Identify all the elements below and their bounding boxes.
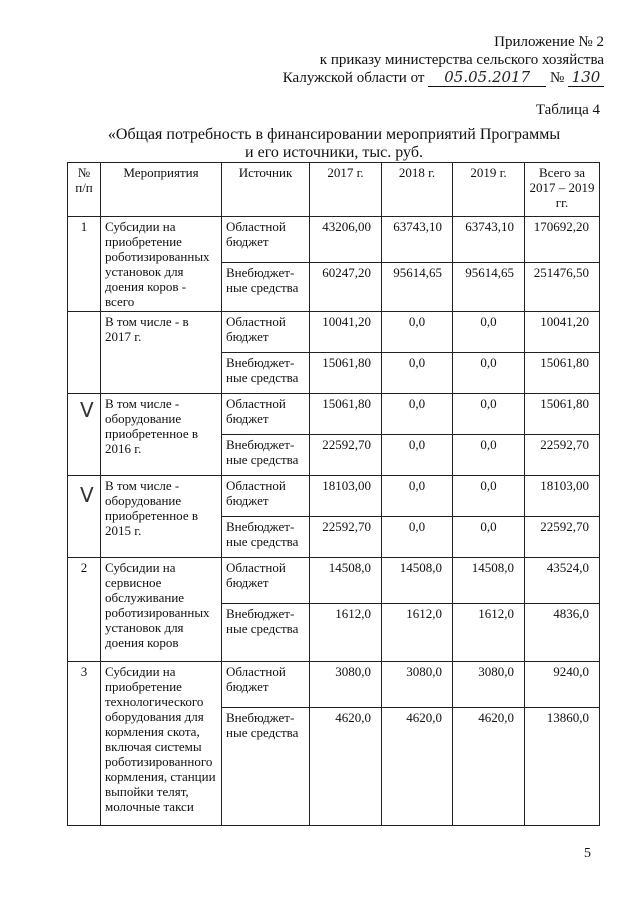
table-row bbox=[68, 312, 600, 353]
value-2019: 0,0 bbox=[453, 353, 525, 394]
table-title-line2: и его источники, тыс. руб. bbox=[245, 144, 423, 161]
table-row bbox=[68, 558, 600, 604]
table-row bbox=[68, 662, 600, 708]
value-2017: 10041,20 bbox=[310, 312, 382, 353]
value-2018: 14508,0 bbox=[382, 558, 453, 604]
value-2019: 63743,10 bbox=[453, 217, 525, 263]
value-2018: 0,0 bbox=[382, 353, 453, 394]
activity-cell: В том числе - оборудование приобретенное в 2016 г. bbox=[101, 394, 222, 476]
activity-cell: Субсидии на приобретение технологического оборудования для кормления скота, включая системы роботизированного кормления, станции выпойки телят, молочные такси bbox=[101, 662, 222, 826]
page-number: 5 bbox=[584, 846, 591, 861]
value-2018: 95614,65 bbox=[382, 262, 453, 311]
col-header-2017: 2017 г. bbox=[310, 163, 382, 217]
value-2017: 1612,0 bbox=[310, 604, 382, 662]
value-2018: 0,0 bbox=[382, 517, 453, 558]
appendix-title: Приложение № 2 bbox=[494, 34, 604, 50]
value-2017: 15061,80 bbox=[310, 353, 382, 394]
source-cell: Областной бюджет bbox=[222, 662, 310, 708]
col-header-2019: 2019 г. bbox=[453, 163, 525, 217]
col-header-activity: Мероприятия bbox=[101, 163, 222, 217]
activity-cell: Субсидии на приобретение роботизированных установок для доения коров - всего bbox=[101, 217, 222, 312]
value-2019: 0,0 bbox=[453, 517, 525, 558]
value-total: 10041,20 bbox=[525, 312, 600, 353]
financing-table bbox=[67, 162, 600, 826]
activity-cell: В том числе - оборудование приобретенное в 2015 г. bbox=[101, 476, 222, 558]
row-number bbox=[68, 312, 101, 394]
source-cell: Внебюджет-ные средства bbox=[222, 353, 310, 394]
value-2018: 63743,10 bbox=[382, 217, 453, 263]
value-2019: 3080,0 bbox=[453, 662, 525, 708]
value-2017: 4620,0 bbox=[310, 708, 382, 826]
order-date-line bbox=[283, 69, 604, 87]
table-header-row bbox=[68, 163, 600, 217]
source-cell: Областной бюджет bbox=[222, 558, 310, 604]
value-total: 4836,0 bbox=[525, 604, 600, 662]
row-number: 1 bbox=[68, 217, 101, 312]
table-row bbox=[68, 476, 600, 517]
value-2017: 43206,00 bbox=[310, 217, 382, 263]
order-reference: к приказу министерства сельского хозяйства bbox=[319, 52, 604, 68]
value-2019: 0,0 bbox=[453, 476, 525, 517]
value-2019: 0,0 bbox=[453, 394, 525, 435]
source-cell: Областной бюджет bbox=[222, 312, 310, 353]
value-2019: 14508,0 bbox=[453, 558, 525, 604]
value-total: 13860,0 bbox=[525, 708, 600, 826]
table-row bbox=[68, 217, 600, 263]
source-cell: Областной бюджет bbox=[222, 394, 310, 435]
value-total: 251476,50 bbox=[525, 262, 600, 311]
value-total: 22592,70 bbox=[525, 517, 600, 558]
value-2017: 18103,00 bbox=[310, 476, 382, 517]
value-2017: 60247,20 bbox=[310, 262, 382, 311]
handwritten-date: 05.05.2017 bbox=[428, 69, 546, 87]
check-mark: V bbox=[80, 398, 94, 422]
table-label: Таблица 4 bbox=[535, 102, 600, 118]
source-cell: Областной бюджет bbox=[222, 476, 310, 517]
order-number-label: № bbox=[549, 70, 565, 86]
activity-cell: В том числе - в 2017 г. bbox=[101, 312, 222, 394]
source-cell: Внебюджет-ные средства bbox=[222, 435, 310, 476]
col-header-2018: 2018 г. bbox=[382, 163, 453, 217]
value-2019: 95614,65 bbox=[453, 262, 525, 311]
value-total: 18103,00 bbox=[525, 476, 600, 517]
value-2019: 0,0 bbox=[453, 435, 525, 476]
row-number: 2 bbox=[68, 558, 101, 662]
value-2018: 0,0 bbox=[382, 312, 453, 353]
value-2018: 3080,0 bbox=[382, 662, 453, 708]
value-2019: 4620,0 bbox=[453, 708, 525, 826]
source-cell: Областной бюджет bbox=[222, 217, 310, 263]
source-cell: Внебюджет-ные средства bbox=[222, 517, 310, 558]
check-mark: V bbox=[80, 483, 94, 507]
value-2017: 22592,70 bbox=[310, 517, 382, 558]
value-total: 43524,0 bbox=[525, 558, 600, 604]
value-total: 15061,80 bbox=[525, 353, 600, 394]
value-2019: 0,0 bbox=[453, 312, 525, 353]
table-row bbox=[68, 394, 600, 435]
handwritten-number: 130 bbox=[568, 69, 604, 87]
order-date-prefix: Калужской области от bbox=[282, 70, 425, 86]
value-total: 9240,0 bbox=[525, 662, 600, 708]
value-2018: 1612,0 bbox=[382, 604, 453, 662]
source-cell: Внебюджет-ные средства bbox=[222, 604, 310, 662]
col-header-total: Всего за 2017 – 2019 гг. bbox=[525, 163, 600, 217]
source-cell: Внебюджет-ные средства bbox=[222, 708, 310, 826]
value-2017: 3080,0 bbox=[310, 662, 382, 708]
value-2018: 0,0 bbox=[382, 435, 453, 476]
col-header-source: Источник bbox=[222, 163, 310, 217]
table-title-line1: «Общая потребность в финансировании мероприятий Программы bbox=[107, 126, 561, 143]
activity-cell: Субсидии на сервисное обслуживание роботизированных установок для доения коров bbox=[101, 558, 222, 662]
value-2019: 1612,0 bbox=[453, 604, 525, 662]
value-2018: 4620,0 bbox=[382, 708, 453, 826]
col-header-no: № п/п bbox=[68, 163, 101, 217]
value-total: 15061,80 bbox=[525, 394, 600, 435]
value-2017: 15061,80 bbox=[310, 394, 382, 435]
value-2017: 14508,0 bbox=[310, 558, 382, 604]
value-2017: 22592,70 bbox=[310, 435, 382, 476]
row-number: 3 bbox=[68, 662, 101, 826]
source-cell: Внебюджет-ные средства bbox=[222, 262, 310, 311]
value-total: 22592,70 bbox=[525, 435, 600, 476]
value-total: 170692,20 bbox=[525, 217, 600, 263]
value-2018: 0,0 bbox=[382, 476, 453, 517]
value-2018: 0,0 bbox=[382, 394, 453, 435]
